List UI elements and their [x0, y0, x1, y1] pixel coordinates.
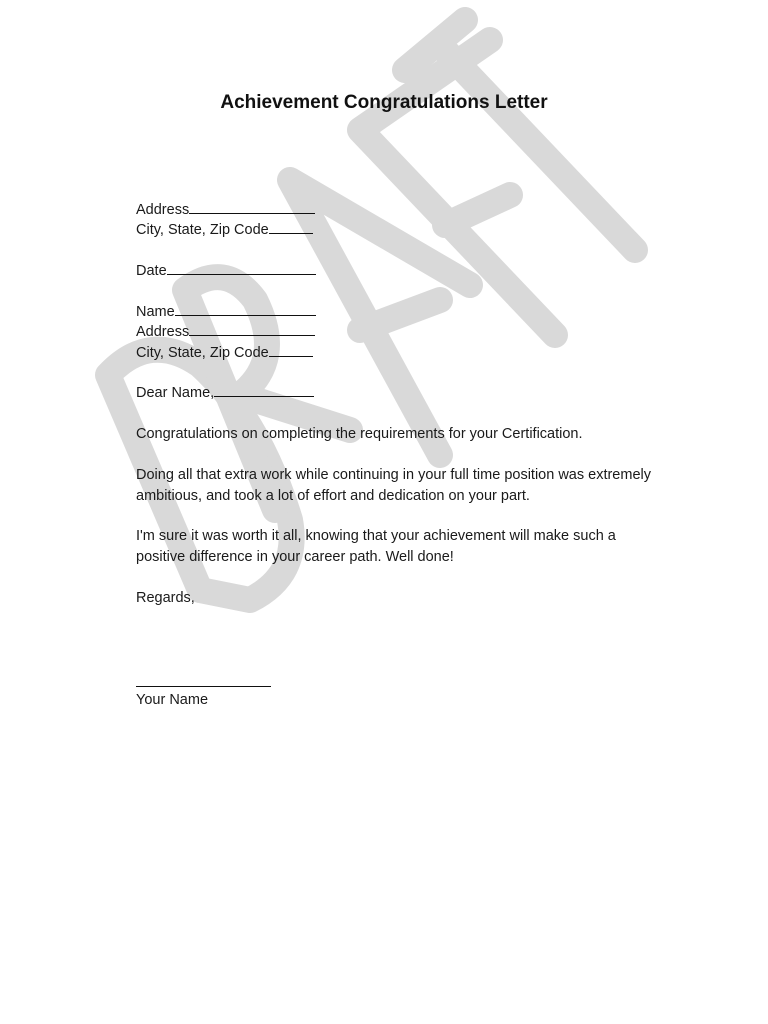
- body-paragraph-1: Congratulations on completing the requirements for your Certification.: [136, 426, 583, 442]
- date-line: [136, 260, 316, 281]
- watermark-letter-a: [290, 180, 470, 455]
- recipient-name-line: [136, 301, 316, 322]
- closing-text: Regards,: [136, 590, 195, 606]
- body-paragraph-3: I'm sure it was worth it all, knowing that your achievement will make such a positive difference in your career path. Well done!: [136, 528, 616, 565]
- sender-address-blank[interactable]: [189, 199, 315, 214]
- sender-city-line: [136, 219, 313, 240]
- recipient-address-blank[interactable]: [189, 321, 315, 336]
- watermark-letter-f: [360, 40, 555, 335]
- signature-line[interactable]: [136, 686, 271, 687]
- sender-address-label: Address: [136, 202, 190, 218]
- signature-name: Your Name: [136, 692, 209, 708]
- date-label: Date: [136, 263, 167, 279]
- recipient-city-line: [136, 342, 313, 363]
- sender-city-blank[interactable]: [269, 219, 313, 234]
- salutation-blank[interactable]: [214, 382, 314, 397]
- date-blank[interactable]: [167, 260, 316, 275]
- salutation-text: Dear Name,: [136, 385, 215, 401]
- salutation-line: [136, 382, 314, 403]
- recipient-city-blank[interactable]: [269, 342, 313, 357]
- recipient-name-label: Name: [136, 304, 175, 320]
- watermark-letter-t: [405, 20, 635, 250]
- recipient-address-label: Address: [136, 324, 190, 340]
- letter-title: Achievement Congratulations Letter: [220, 92, 548, 113]
- recipient-address-line: [136, 321, 315, 342]
- recipient-name-blank[interactable]: [175, 301, 316, 316]
- body-paragraph-2: Doing all that extra work while continuing in your full time position was extremely ambitious, and took a lot of effort and dedication on your part.: [136, 467, 651, 504]
- sender-city-label: City, State, Zip Code: [136, 222, 269, 238]
- sender-address-line: [136, 199, 315, 220]
- recipient-city-label: City, State, Zip Code: [136, 345, 269, 361]
